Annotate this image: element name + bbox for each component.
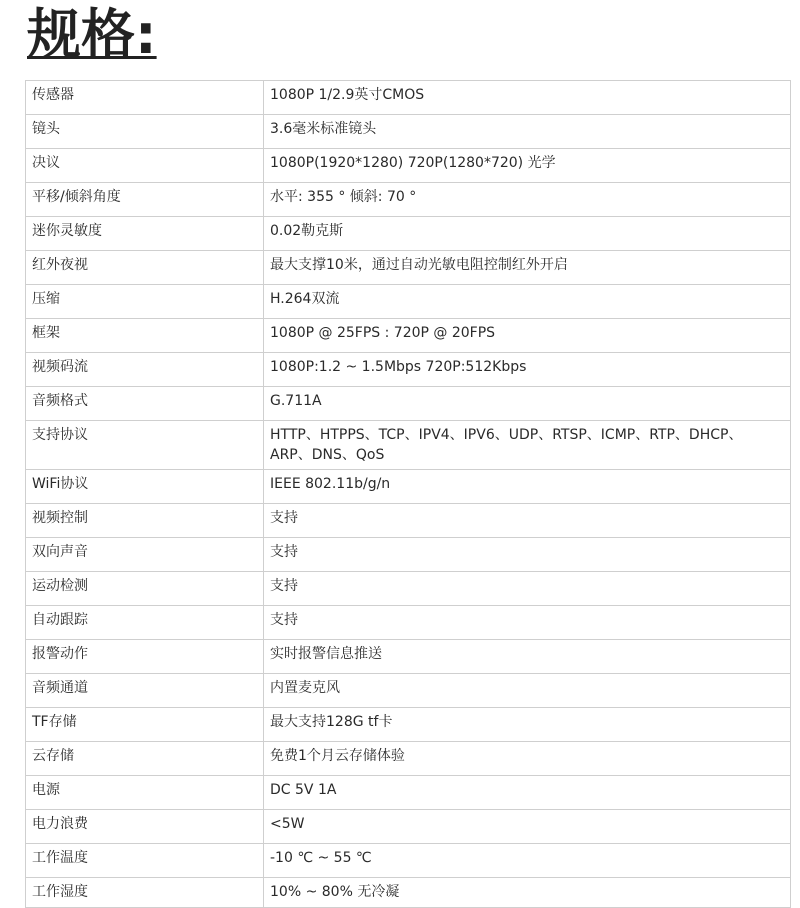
spec-value: -10 ℃ ~ 55 ℃: [264, 844, 791, 878]
table-row: [26, 470, 791, 504]
spec-value: 支持: [264, 606, 791, 640]
spec-label: 红外夜视: [26, 251, 264, 285]
table-row: [26, 640, 791, 674]
table-row: [26, 285, 791, 319]
table-row: [26, 504, 791, 538]
spec-value: IEEE 802.11b/g/n: [264, 470, 791, 504]
table-row: [26, 183, 791, 217]
spec-value: 支持: [264, 538, 791, 572]
spec-value: DC 5V 1A: [264, 776, 791, 810]
spec-label: 平移/倾斜角度: [26, 183, 264, 217]
spec-label: 音频格式: [26, 387, 264, 421]
spec-label: TF存储: [26, 708, 264, 742]
table-row: [26, 115, 791, 149]
spec-value: 1080P:1.2 ~ 1.5Mbps 720P:512Kbps: [264, 353, 791, 387]
table-row: [26, 606, 791, 640]
spec-label: WiFi协议: [26, 470, 264, 504]
spec-label: 运动检测: [26, 572, 264, 606]
spec-label: 传感器: [26, 81, 264, 115]
spec-value: H.264双流: [264, 285, 791, 319]
table-row: [26, 387, 791, 421]
spec-value: 0.02勒克斯: [264, 217, 791, 251]
spec-value: HTTP、HTPPS、TCP、IPV4、IPV6、UDP、RTSP、ICMP、RTP、DHCP、ARP、DNS、QoS: [264, 421, 791, 470]
spec-label: 视频码流: [26, 353, 264, 387]
spec-label: 支持协议: [26, 421, 264, 470]
spec-value: <5W: [264, 810, 791, 844]
spec-label: 压缩: [26, 285, 264, 319]
table-row: [26, 878, 791, 908]
spec-label: 迷你灵敏度: [26, 217, 264, 251]
spec-value: G.711A: [264, 387, 791, 421]
spec-label: 决议: [26, 149, 264, 183]
table-row: [26, 81, 791, 115]
spec-value: 1080P @ 25FPS : 720P @ 20FPS: [264, 319, 791, 353]
table-row: [26, 708, 791, 742]
spec-label: 云存储: [26, 742, 264, 776]
table-row: [26, 674, 791, 708]
spec-value: 支持: [264, 504, 791, 538]
page-title: 规格:: [27, 3, 157, 66]
spec-label: 双向声音: [26, 538, 264, 572]
table-row: [26, 353, 791, 387]
table-row: [26, 844, 791, 878]
table-row: [26, 217, 791, 251]
table-row: [26, 572, 791, 606]
spec-label: 框架: [26, 319, 264, 353]
spec-label: 工作温度: [26, 844, 264, 878]
spec-value: 3.6毫米标准镜头: [264, 115, 791, 149]
spec-label: 报警动作: [26, 640, 264, 674]
spec-value: 10% ~ 80% 无冷凝: [264, 878, 791, 908]
spec-value: 支持: [264, 572, 791, 606]
table-row: [26, 251, 791, 285]
spec-value: 免费1个月云存储体验: [264, 742, 791, 776]
spec-label: 视频控制: [26, 504, 264, 538]
spec-value: 实时报警信息推送: [264, 640, 791, 674]
spec-label: 镜头: [26, 115, 264, 149]
spec-value: 内置麦克风: [264, 674, 791, 708]
spec-label: 电力浪费: [26, 810, 264, 844]
table-row: [26, 742, 791, 776]
table-row: [26, 421, 791, 470]
spec-value: 1080P(1920*1280) 720P(1280*720) 光学: [264, 149, 791, 183]
spec-label: 自动跟踪: [26, 606, 264, 640]
table-row: [26, 776, 791, 810]
table-row: [26, 810, 791, 844]
table-row: [26, 538, 791, 572]
spec-value: 最大支持128G tf卡: [264, 708, 791, 742]
spec-value: 1080P 1/2.9英寸CMOS: [264, 81, 791, 115]
spec-value: 最大支撑10米，通过自动光敏电阻控制红外开启: [264, 251, 791, 285]
spec-label: 音频通道: [26, 674, 264, 708]
spec-value: 水平: 355 ° 倾斜: 70 °: [264, 183, 791, 217]
spec-table: [25, 80, 791, 908]
table-row: [26, 149, 791, 183]
spec-label: 工作湿度: [26, 878, 264, 908]
spec-label: 电源: [26, 776, 264, 810]
table-row: [26, 319, 791, 353]
